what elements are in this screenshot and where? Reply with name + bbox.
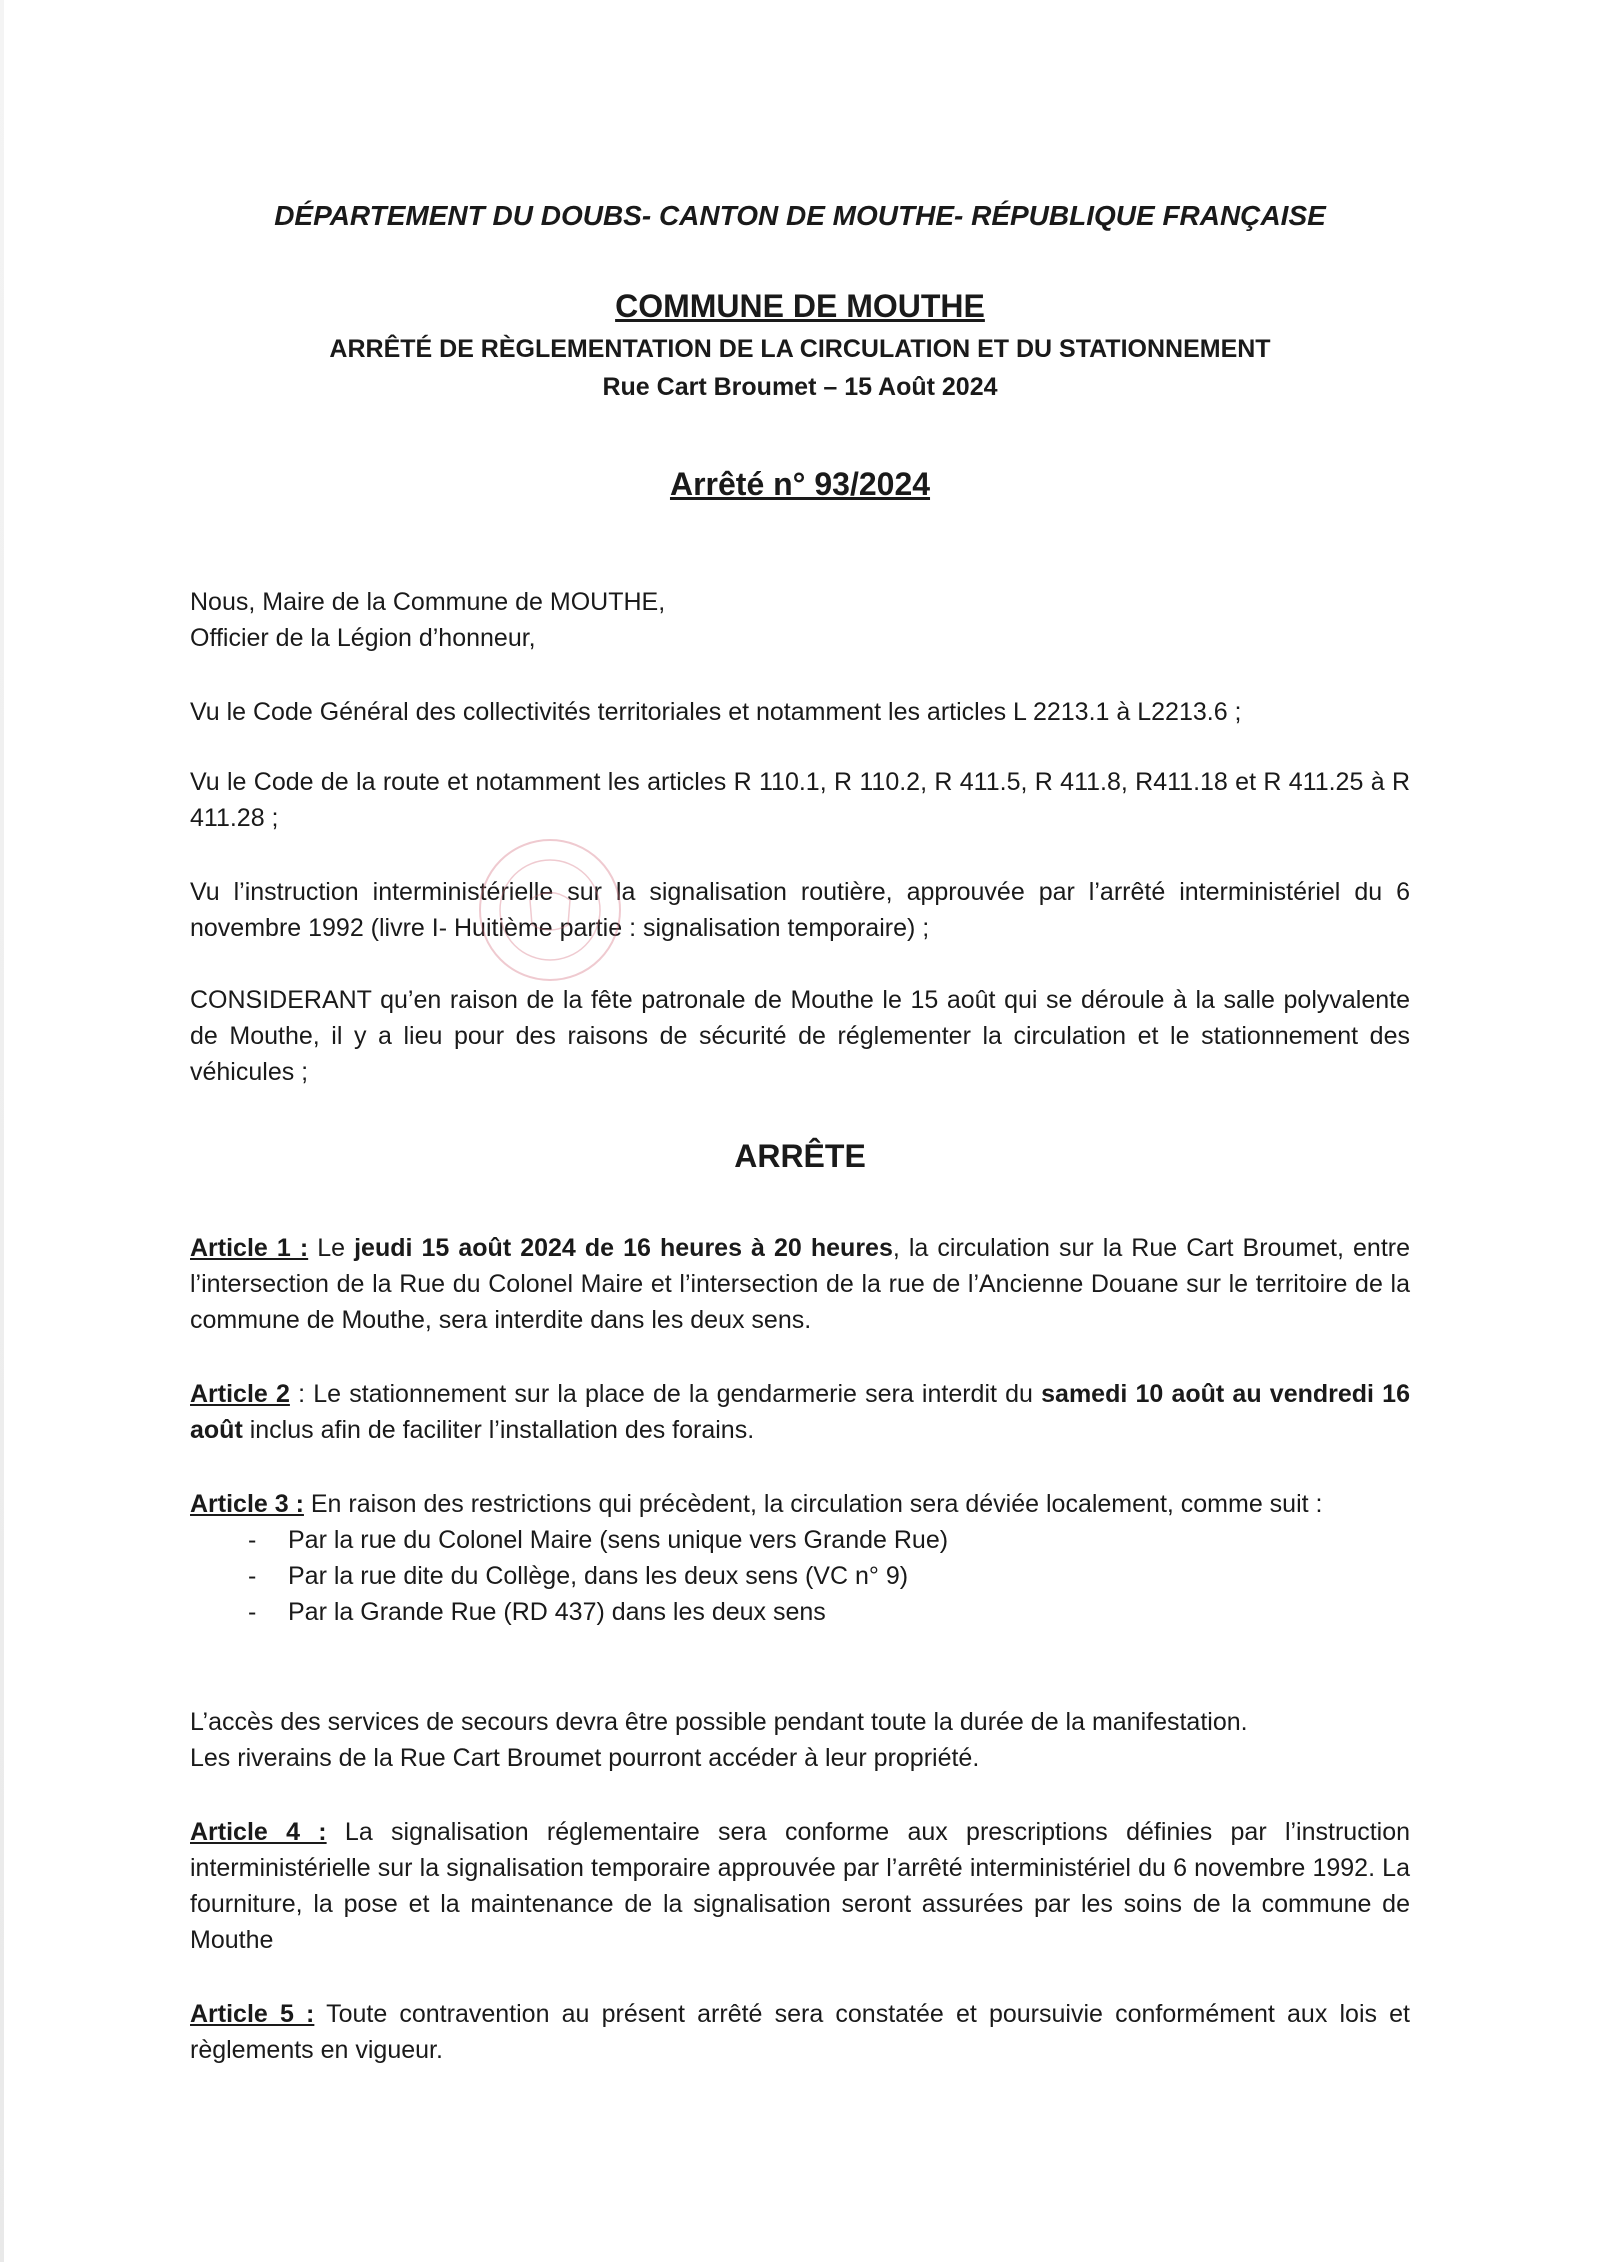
commune-title: COMMUNE DE MOUTHE bbox=[615, 288, 985, 324]
riverains-access: Les riverains de la Rue Cart Broumet pourront accéder à leur propriété. bbox=[190, 1744, 980, 1772]
article-4-label: Article 4 : bbox=[190, 1818, 327, 1846]
article-5 bbox=[190, 1996, 1410, 2068]
considerant bbox=[190, 982, 1410, 1090]
article-5-label: Article 5 : bbox=[190, 2000, 315, 2028]
article-3-label: Article 3 : bbox=[190, 1490, 304, 1518]
list-item: - Par la rue du Colonel Maire (sens unique vers Grande Rue) bbox=[248, 1522, 1410, 1558]
department-header: DÉPARTEMENT DU DOUBS- CANTON DE MOUTHE- RÉPUBLIQUE FRANÇAISE bbox=[274, 200, 1326, 231]
article-1-pre: Le bbox=[308, 1234, 355, 1262]
arrete-location-date: Rue Cart Broumet – 15 Août 2024 bbox=[602, 373, 998, 401]
vu-code-route bbox=[190, 764, 1410, 836]
article-1-text: , la circulation sur la Rue Cart Broumet, entre l’intersection de la Rue du Colonel Maire et l’intersection de la rue de l’Ancienne Douane sur le territoire de la commune de Mouthe, sera interdite dans les deux sens. bbox=[190, 1234, 1410, 1334]
article-3 bbox=[190, 1486, 1410, 1630]
mairie-stamp-icon bbox=[460, 830, 640, 990]
mayor-line: Nous, Maire de la Commune de MOUTHE, bbox=[190, 588, 666, 616]
arrete-number: Arrêté n° 93/2024 bbox=[669, 466, 931, 502]
vu-instruction-text: Vu l’instruction interministérielle sur la signalisation routière, approuvée par l’arrêté interministériel du 6 novembre 1992 (livre I- Huitième partie : signalisation temporaire) ; bbox=[190, 878, 1410, 942]
deviation-list bbox=[190, 1522, 1410, 1630]
article-4-text: La signalisation réglementaire sera conforme aux prescriptions définies par l’instruction interministérielle sur la signalisation temporaire approuvée par l’arrêté interministériel du 6 novembre 1992. La fourniture, la pose et la maintenance de la signalisation seront assurées par les soins de la commune de Mouthe bbox=[190, 1818, 1410, 1954]
vu-instruction bbox=[190, 874, 1410, 946]
article-2-text: inclus afin de faciliter l’installation des forains. bbox=[242, 1416, 755, 1444]
mayor-intro bbox=[190, 584, 1410, 656]
article-5-text: Toute contravention au présent arrêté sera constatée et poursuivie conformément aux lois et règlements en vigueur. bbox=[190, 2000, 1411, 2064]
article-1 bbox=[190, 1230, 1410, 1338]
arrete-heading: ARRÊTE bbox=[734, 1138, 866, 1174]
article-1-date: jeudi 15 août 2024 de 16 heures à 20 heures bbox=[354, 1234, 893, 1262]
vu-cgct bbox=[190, 694, 1410, 730]
article-3-text: En raison des restrictions qui précèdent, la circulation sera déviée localement, comme suit : bbox=[303, 1490, 1323, 1518]
arrete-subtitle: ARRÊTÉ DE RÈGLEMENTATION DE LA CIRCULATION ET DU STATIONNEMENT bbox=[329, 335, 1271, 363]
article-2 bbox=[190, 1376, 1410, 1448]
article-2-label: Article 2 bbox=[190, 1380, 290, 1408]
secours-access: L’accès des services de secours devra être possible pendant toute la durée de la manifestation. bbox=[190, 1708, 1248, 1736]
list-item: - Par la Grande Rue (RD 437) dans les deux sens bbox=[248, 1594, 1410, 1630]
mayor-title-line: Officier de la Légion d’honneur, bbox=[190, 624, 536, 652]
list-item: - Par la rue dite du Collège, dans les deux sens (VC n° 9) bbox=[248, 1558, 1410, 1594]
article-2-dates: samedi 10 août au vendredi 16 août bbox=[190, 1380, 1410, 1444]
considerant-text: CONSIDERANT qu’en raison de la fête patronale de Mouthe le 15 août qui se déroule à la salle polyvalente de Mouthe, il y a lieu pour des raisons de sécurité de réglementer la circulation et le stationnement des véhicules ; bbox=[190, 986, 1410, 1086]
article-2-pre: : Le stationnement sur la place de la gendarmerie sera interdit du bbox=[289, 1380, 1042, 1408]
article-4 bbox=[190, 1814, 1410, 1958]
vu-cgct-text: Vu le Code Général des collectivités territoriales et notamment les articles L 2213.1 à L2213.6 ; bbox=[190, 698, 1242, 726]
article-1-label: Article 1 : bbox=[190, 1234, 309, 1262]
article-3-followup bbox=[190, 1704, 1410, 1776]
vu-code-route-text: Vu le Code de la route et notamment les articles R 110.1, R 110.2, R 411.5, R 411.8, R411.18 et R 411.25 à R 411.28 ; bbox=[190, 768, 1410, 832]
